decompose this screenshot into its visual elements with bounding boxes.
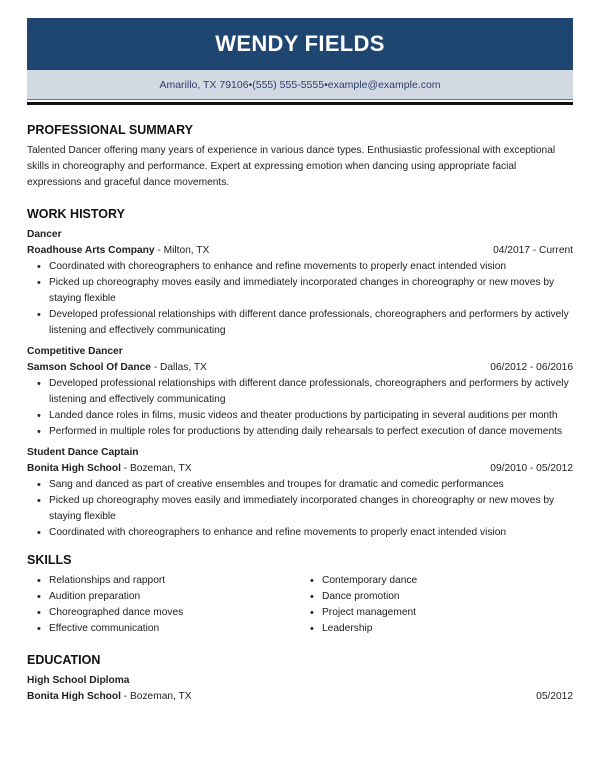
company-name: Samson School Of Dance	[27, 362, 151, 373]
job-dates: 09/2010 - 05/2012	[490, 463, 573, 474]
job-entry	[27, 445, 573, 541]
job-bullets	[27, 376, 573, 440]
candidate-name: WENDY FIELDS	[215, 31, 385, 56]
summary-text: Talented Dancer offering many years of experience in various dance types. Enthusiastic professional with exceptional skills in choreography and performance. Expert at expressing emotion when dancing using appropriate facial expressions and graceful dance movements.	[27, 145, 556, 188]
job-bullet: • Picked up choreography moves easily and immediately incorporated changes in choreography or new moves by staying flexible	[37, 493, 573, 525]
job-bullet: • Landed dance roles in films, music videos and theater productions by participating in several auditions per month	[37, 408, 573, 424]
job-bullet: • Sang and danced as part of creative ensembles and troupes for dramatic and comedic performances	[37, 477, 573, 493]
resume	[27, 18, 573, 705]
school-location: - Bozeman, TX	[120, 691, 192, 702]
skill-item: • Choreographed dance moves	[37, 605, 300, 621]
job-bullets	[27, 259, 573, 339]
skill-item: • Dance promotion	[310, 589, 573, 605]
job-title: Competitive Dancer	[27, 346, 123, 357]
job-company-row	[27, 461, 573, 477]
company-name: Roadhouse Arts Company	[27, 245, 155, 256]
job-dates: 04/2017 - Current	[493, 245, 573, 256]
job-entry	[27, 227, 573, 339]
job-entry	[27, 344, 573, 440]
skills-heading: SKILLS	[27, 553, 72, 567]
education-date: 05/2012	[536, 691, 573, 702]
job-title: Student Dance Captain	[27, 447, 139, 458]
skills-column-left	[27, 573, 300, 637]
contact-phone: (555) 555-5555	[252, 78, 325, 91]
degree: High School Diploma	[27, 675, 130, 686]
job-bullet: • Coordinated with choreographers to enhance and refine movements to properly enact intended vision	[37, 525, 573, 541]
skills-list	[27, 573, 573, 637]
separator: •	[324, 78, 328, 91]
separator: •	[248, 78, 253, 91]
skills-column-right	[300, 573, 573, 637]
job-bullets	[27, 477, 573, 541]
job-location: - Milton, TX	[154, 245, 210, 256]
company-name: Bonita High School	[27, 463, 121, 474]
job-dates: 06/2012 - 06/2016	[490, 362, 573, 373]
contact-city: Amarillo, TX 79106	[159, 78, 249, 91]
skill-item: • Relationships and rapport	[37, 573, 300, 589]
job-bullet: • Performed in multiple roles for productions by attending daily rehearsals to perfect execution of dance movements	[37, 424, 573, 440]
contact-email: example@example.com	[327, 78, 441, 91]
job-location: - Bozeman, TX	[120, 463, 192, 474]
school-name: Bonita High School	[27, 691, 121, 702]
skill-item: • Audition preparation	[37, 589, 300, 605]
name-banner	[27, 18, 573, 70]
skill-item: • Effective communication	[37, 621, 300, 637]
skill-item: • Contemporary dance	[310, 573, 573, 589]
job-title: Dancer	[27, 229, 62, 240]
job-bullet: • Coordinated with choreographers to enhance and refine movements to properly enact intended vision	[37, 259, 573, 275]
work-heading: WORK HISTORY	[27, 207, 125, 221]
contact-bar	[27, 70, 573, 100]
work-history	[27, 227, 573, 541]
job-bullet: • Developed professional relationships with different dance professionals, choreographers and performers by actively listening and effectively communicating	[37, 307, 573, 339]
skill-item: • Project management	[310, 605, 573, 621]
skill-item: • Leadership	[310, 621, 573, 637]
education-school-row	[27, 689, 573, 705]
education-heading: EDUCATION	[27, 653, 101, 667]
job-company-row	[27, 243, 573, 259]
job-location: - Dallas, TX	[150, 362, 207, 373]
header-rule	[27, 102, 573, 105]
job-bullet: • Picked up choreography moves easily and immediately incorporated changes in choreography or new moves by staying flexible	[37, 275, 573, 307]
job-company-row	[27, 360, 573, 376]
job-bullet: • Developed professional relationships with different dance professionals, choreographers and performers by actively listening and effectively communicating	[37, 376, 573, 408]
summary-heading: PROFESSIONAL SUMMARY	[27, 123, 193, 137]
